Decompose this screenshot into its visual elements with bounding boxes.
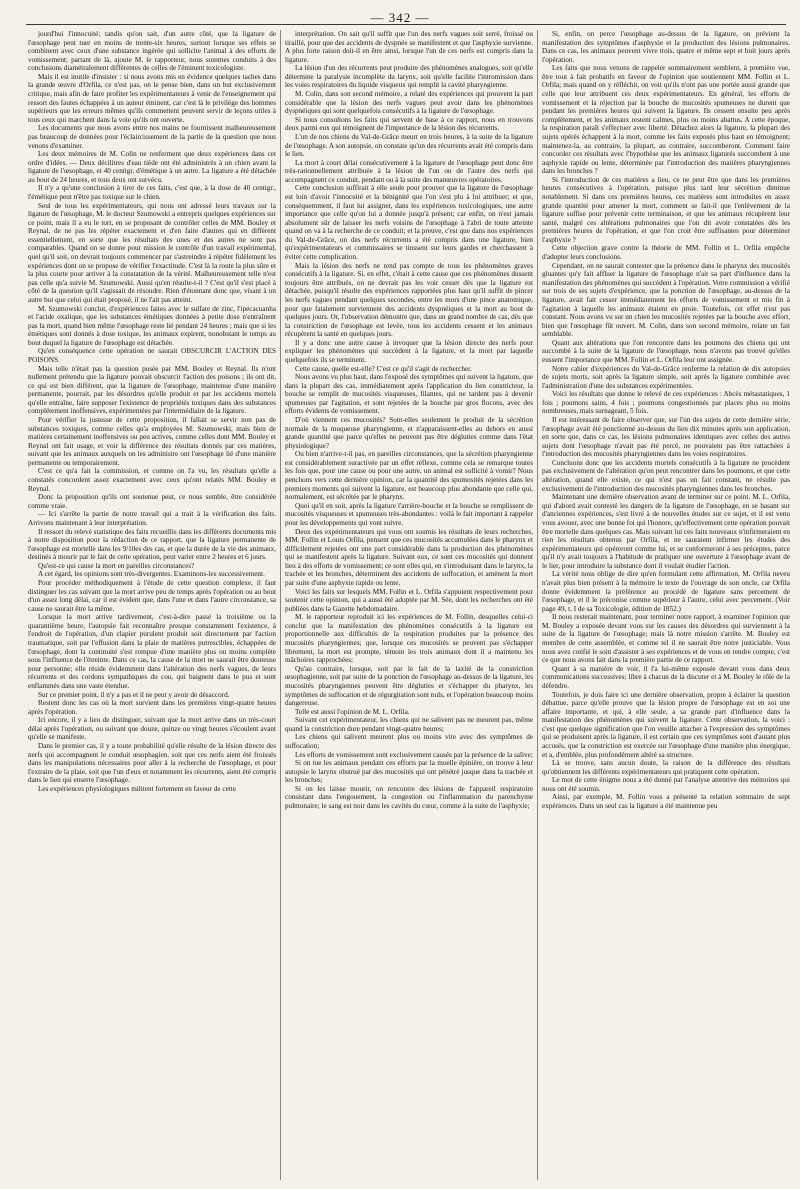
paragraph: Qu'au contraire, lorsque, soit par le fait de la laxité de la constriction œsophagienne, soit par suite de la ponction de l'œsophage au-dessus de la ligature, les mucosités pharyngiennes peuvent être dégluties et s'échapper du pharynx, les symptômes de suffocation et de régurgitation sont nuls, et l'opération beaucoup moins dangereuse. bbox=[285, 664, 533, 708]
page-number: — 342 — bbox=[370, 10, 430, 25]
paragraph: jourd'hui l'innocuité; tandis qu'on sait, d'un autre côté, que la ligature de l'œsophage peut tuer en moins de trente-six heures, surtout lorsque ses effets se combinent avec ceux d'une substance ingérée qui sollicite l'animal à des efforts de vomissement; partant de là, ajoute M. le rapporteur, nous sommes conduits à des conclusions diamétralement différentes de celles de l'éminent toxicologiste. bbox=[28, 30, 276, 73]
paragraph: Mais la lésion des nerfs ne rend pas compte de tous les phénomènes graves consécutifs à la ligature. Si, en effet, c'était à cette cause que ces phénomènes dussent toujours être attribués, on ne devrait pas les voir cesser dès que la ligature est détachée, puisqu'il résulte des expériences rapportées plus haut qu'il suffit de pincer les nerfs vagues pendant quelques secondes, entre les mors d'une pince anatomique, pour que fatalement surviennent des accidents dyspnéiques et la mort au bout de quelques jours. Or, l'observation démontre que, dans un grand nombre de cas, dès que la constriction de l'œsophage est levée, tous les accidents cessent et les animaux récupèrent la santé en quelques jours. bbox=[285, 261, 533, 339]
paragraph: Mais telle n'était pas la question posée par MM. Bouley et Reynal. Ils n'ont nullement prétendu que la ligature pouvait obscurcir l'action des poisons ; ils ont dit, ce qui est bien différent, que la ligature de l'œsophage, maintenue d'une manière permanente, pourrait, par les désordres qu'elle produit et par les accidents mortels qu'elle entraîne, faire supposer l'existence de propriétés toxiques dans des substances complétement inoffensives, expérimentées par l'intermédiaire de la ligature. bbox=[28, 364, 276, 416]
paragraph: L'un de nos chiens du Val-de-Grâce meurt en trois heures, à la suite de la ligature de l'œsophage. A son autopsie, on constate qu'un des récurrents avait été compris dans le lien. bbox=[285, 132, 533, 159]
text-column-2 bbox=[285, 30, 533, 1178]
paragraph: Suivant cet expérimentateur, les chiens qui ne salivent pas ne meurent pas, même quand la constriction dure pendant vingt-quatre heures; bbox=[285, 716, 533, 733]
paragraph: Voici les résultats que donne le relevé de ces expériences : Abcès métastatiques, 1 fois ; poumons sains, 4 fois ; poumons congestionnés par places plus ou moins nombreuses, mais surnageant, 5 fois. bbox=[542, 390, 790, 416]
paragraph: Là se trouve, sans aucun doute, la raison de la différence des résultats qu'obtiennent les différents expérimentateurs qui pratiquent cette opération. bbox=[542, 759, 790, 776]
column-divider bbox=[280, 30, 281, 1180]
paragraph: La mort à court délai consécutivement à la ligature de l'œsophage peut donc être très-rationnellement attribuée à la lésion de l'un ou de l'autre des nerfs qui accompagnent ce conduit, pendant ou à la suite des manœuvres opératoires. bbox=[285, 158, 533, 184]
paragraph: Cette conclusion suffirait à elle seule pour prouver que la ligature de l'œsophage est loin d'avoir l'innocuité et la bénignité que l'on s'est plu à lui attribuer; et que, conséquemment, il faut lui assigner, dans les expériences toxicologiques, une autre importance que celle qu'on lui a donnée jusqu'à présent; car enfin, on n'est jamais absolument sûr de laisser les nerfs voisins de l'œsophage à l'abri de toute atteinte quand on va à la recherche de ce conduit; et la preuve, c'est que dans nos expériences du Val-de-Grâce, un des nerfs récurrents a été compris dans une ligature, bien qu'expérimentateurs et commissaires se tinssent sur leurs gardes et cherchassent à éviter cette complication. bbox=[285, 184, 533, 262]
paragraph: Il n'y a qu'une conclusion à tirer de ces faits, c'est que, à la dose de 40 centigr., l'émétique peut n'être pas toxique sur le chien. bbox=[28, 184, 276, 201]
paragraph: — Ici s'arrête la partie de notre travail qui a trait à la vérification des faits. Arrivons maintenant à leur interprétation. bbox=[28, 510, 276, 527]
paragraph: Les deux mémoires de M. Colin ne renferment que deux expériences dans cet ordre d'idées. — Deux décilitres d'eau tiède ont été administrés à un chien avant la ligature de l'œsophage, et 40 centigr. d'émétique à un autre. La ligature a été détachée au bout de 24 heures, et tous deux ont survécu. bbox=[28, 150, 276, 184]
text-column-3 bbox=[542, 30, 790, 1178]
paragraph: Lorsque la mort arrive tardivement, c'est-à-dire passé la troisième ou la quarantième heure, l'autopsie fait reconnaître presque constamment l'existence, à l'endroit de l'opération, d'un clapier purulent produit soit directement par l'action traumatique, soit par l'effusion dans la plaie de matières putrescibles, échappées de l'œsophage, dont la continuité s'est rompue d'une manière plus ou moins complète sous l'influence de l'étreinte. Dans ce cas, la cause de la mort ne saurait être douteuse pour personne; elle réside évidemment dans l'altération des nerfs vagues, de leurs récurrents et des cordons sympathiques du cou, qui baignent dans le pus et sont enflammés dans une vaste étendue. bbox=[28, 613, 276, 690]
paragraph: Ainsi, par exemple, M. Follin vous a présenté la relation sommaire de sept expériences. Dans un seul cas la ligature a été maintenue peu bbox=[542, 793, 790, 811]
paragraph: Toutefois, je dois faire ici une dernière observation, propre à éclairer la question débattue, parce qu'elle prouve que la lésion propre de l'œsophage est en soi une affaire importante, et qui, à elle seule, a sa grande part d'influence dans la manifestation des phénomènes qui suivent la ligature. Cette observation, la voici : c'est que quelque signification que l'on veuille attacher à l'expression des symptômes qui se produisent après la ligature, il est certain que ces symptômes sont d'autant plus accusés, que la constriction est exercée sur l'œsophage d'une manière plus énergique, et a, d'emblée, plus profondément altéré sa structure. bbox=[542, 690, 790, 759]
paragraph: Donc la proposition qu'ils ont soutenue peut, ce nous semble, être considérée comme vraie. bbox=[28, 493, 276, 510]
paragraph: Notre cahier d'expériences du Val-de-Grâce renferme la relation de dix autopsies de sujets morts, soit après la ligature simple, soit après la ligature combinée avec l'administration d'une des substances expérimentées. bbox=[542, 364, 790, 390]
paragraph: interprétation. On sait qu'il suffit que l'un des nerfs vagues soit serré, froissé ou tiraillé, pour que des accidents de dyspnée se manifestent et que l'asphyxie survienne. A plus forte raison doit-il en être ainsi, lorsque l'un de ces nerfs est compris dans la ligature. bbox=[285, 30, 533, 64]
paragraph: Si on les laisse mourir, on rencontre des lésions de l'appareil respiratoire consistant dans l'engouement, la congestion ou l'inflammation du parenchyme pulmonaire; le sang est noir dans les cavités du cœur, comme à la suite de l'asphyxie; bbox=[285, 784, 533, 811]
paragraph: Si, enfin, on perce l'œsophage au-dessus de la ligature, on prévient la manifestation des symptômes d'asphyxie et la production des lésions pulmonaires. Dans ce cas, les animaux peuvent vivre trois, quatre et même sept et huit jours après l'opération. bbox=[542, 30, 790, 64]
paragraph: Cette objection grave contre la théorie de MM. Follin et L. Orfila empêche d'adopter leurs conclusions. bbox=[542, 244, 790, 262]
text-column-1 bbox=[28, 30, 276, 1178]
paragraph: Deux des expérimentateurs qui vous ont soumis les résultats de leurs recherches, MM. Follin et Louis Orfila, pensent que ces mucosités accumulées dans le pharynx et difficilement rejetées ont une part considérable dans la production des phénomènes qui se manifestent après la ligature. Suivant eux, ce sont ces mucosités qui donnent lieu à des efforts de vomissement; ce sont elles qui, en s'introduisant dans le larynx, la trachée et les bronches, déterminent des accidents de suffocation, et amènent la mort par suite d'une asphyxie rapide ou lente. bbox=[285, 527, 533, 587]
paragraph: Si l'introduction de ces matières a lieu, ce ne peut être que dans les premières heures consécutives à l'opération, puisque plus tard leur sécrétion diminue notablement. Si dans ces premières heures, ces matières sont introduites en assez grande quantité pour amener la mort, comment se fait-il que l'enlèvement de la ligature suffise pour prévenir cette terminaison, et que les animaux récupèrent leur santé, malgré ces altérations pulmonaires que l'on dit avoir constatées dès les premières heures de l'opération, et que l'on croit être suffisantes pour déterminer l'asphyxie ? bbox=[542, 175, 790, 244]
paragraph: Mais il est inutile d'insister : si nous avons mis en évidence quelques taches dans la grande œuvre d'Orfila, ce n'est pas, on le pense bien, dans un but exclusivement critique, mais afin de faire profiter les expérimentateurs à venir de l'enseignement qui ressort des fautes échappées à un auteur éminent, car c'est là le privilége des hommes supérieurs que les erreurs mêmes qu'ils commettent peuvent servir de leçons utiles à tous ceux qui marchent dans la voie qu'ils ont ouverte. bbox=[28, 72, 276, 124]
paragraph: Sur ce premier point, il n'y a pas et il ne peut y avoir de désaccord. bbox=[38, 690, 230, 699]
paragraph: Qu'en conséquence cette opération ne saurait OBSCURCIR L'ACTION DES POISONS. bbox=[28, 347, 276, 364]
paragraph: Quant aux altérations que l'on rencontre dans les poumons des chiens qui ont succombé à la suite de la ligature de l'œsophage, nous n'avons pas trouvé qu'elles eussent l'importance que MM. Follin et L. Orfila leur ont assignée. bbox=[542, 338, 790, 364]
paragraph: Ou bien n'arrive-t-il pas, en pareilles circonstances, que la sécrétion pharyngienne est considérablement suractivée par un effet réflexe, comme cela se remarque toutes les fois que, pour une cause ou pour une autre, un animal est sollicité à vomir? Nous penchons vers cette dernière opinion, car la quantité des spumosités rejetées dans les premiers moments qui suivent la ligature, est beaucoup plus abondante que celle qui, normalement, est sécrétée par le pharynx. bbox=[285, 450, 533, 502]
paragraph: M. Szumowski conclut, d'expériences faites avec le sulfate de zinc, l'ipécacuanha et l'acide oxalique, que les substances émétiques données à petite dose n'entraînent pas la mort, quand bien même l'œsophage reste lié pendant 24 heures ; mais que si les émétiques sont donnés à dose toxique, les animaux expirent, nonobstant le temps au bout duquel la ligature de l'œsophage est détachée. bbox=[28, 304, 276, 347]
paragraph: D'où viennent ces mucosités? Sont-elles seulement le produit de la sécrétion normale de la muqueuse pharyngienne, et n'apparaissent-elles au dehors en aussi grande quantité que parce qu'elles ne peuvent pas être dégluties comme dans l'état physiologique? bbox=[285, 416, 533, 450]
paragraph: Voici les faits sur lesquels MM. Follin et L. Orfila s'appuient respectivement pour soutenir cette opinion, qui a aussi été adoptée par M. Sée, dont les recherches ont été publiées dans la Gazette hebdomadaire. bbox=[285, 587, 533, 613]
paragraph: M. le rapporteur reproduit ici les expériences de M. Follin, desquelles celui-ci conclut que la manifestation des phénomènes consécutifs à la ligature est proportionnelle aux difficultés de la respiration produites par la présence des mucosités pharyngiennes; que, lorsque ces mucosités se peuvent pas s'échapper librement, la mort est prompte, témoin les trois animaux dont il a maintenu les mâchoires rapprochées; bbox=[285, 613, 533, 665]
header-rule bbox=[26, 24, 786, 25]
paragraph: Quant à sa manière de voir, il l'a lui-même exposée devant vous dans deux communications successives; libre à chacun de la discuter et à M. Bouley le rôle de la défendre. bbox=[542, 664, 790, 690]
paragraph: Nous avons vu plus haut, dans l'exposé des symptômes qui suivent la ligature, que dans la plupart des cas, immédiatement après l'application du lien constricteur, la bouche se remplit de mucosités visqueuses, filantes, qui ne tardent pas à devenir spumeuses par l'agitation, et sont rejetées de la bouche par gros flocons, avec des efforts évidents de vomissement. bbox=[285, 373, 533, 416]
column-divider bbox=[537, 30, 538, 1180]
paragraph: M. Colin, dans son second mémoire, a relaté des expériences qui prouvent la part considérable que la lésion des nerfs vagues peut avoir dans les phénomènes dyspnéiques qui sont quelquefois consécutifs à la ligature de l'œsophage. bbox=[285, 90, 533, 116]
paragraph: La vérité nous oblige de dire qu'en formulant cette affirmation, M. Orfila neveu n'avait plus bien présent à la mémoire le texte de l'ouvrage de son oncle, car Orfila donne évidemment la préférence au procédé de ligature sans percement de l'œsophage, et il le préconise comme supérieur à l'autre, celui avec percement. (Voir page 49, t. I de sa Toxicologie, édition de 1852.) bbox=[542, 570, 790, 613]
paragraph: C'est ce qu'a fait la commission, et comme on l'a vu, les résultats qu'elle a constatés concordent assez exactement avec ceux qu'ont relatés MM. Bouley et Reynal. bbox=[28, 467, 276, 493]
paragraph: Dans le premier cas, il y a toute probabilité qu'elle résulte de la lésion directe des nerfs qui accompagnent le conduit œsophagien, soit que ces nerfs aient été froissés dans les manipulations nécessaires pour aller à la recherche de l'œsophage, et pour l'extraire de la plaie, soit que l'un d'eux et notamment les récurrents, aient été compris dans le lien qui enserre l'œsophage. bbox=[28, 741, 276, 785]
paragraph: Les documents que nous avons entre nos mains ne fournissent malheureusement pas beaucoup de données pour l'éclaircissement de la partie de la question que nous venons d'examiner. bbox=[28, 124, 276, 150]
paragraph: Maintenant une dernière observation avant de terminer sur ce point. M. L. Orfila, qui d'abord avait contesté les dangers de la ligature de l'œsophage, en se basant sur d'anciennes expériences, s'est livré à de nouvelles études sur ce sujet, et il est venu vous avouer, avec une bonne foi qui l'honore, qu'effectivement cette opération pouvait être mortelle dans quelques cas. Mais suivant lui ces faits nouveaux n'infirmeraient en rien les résultats obtenus par Orfila, et ne sauraient infirmer les études des expérimentateurs qui opéreront comme lui, et se conformeront à ses préceptes, parce qu'il n'y avait toujours à l'habitude de pratiquer une ouverture à l'œsophage avant de le lier, pour introduire la substance dont il voulait étudier l'action. bbox=[542, 493, 790, 570]
paragraph: Les efforts de vomissement sont exclusivement causés par la présence de la salive; bbox=[295, 750, 533, 759]
paragraph: A cet égard, les opinions sont très-divergentes. Examinons-les successivement. bbox=[38, 570, 265, 579]
paragraph: Il y a donc une autre cause à invoquer que la lésion directe des nerfs pour expliquer les phénomènes qui succèdent à la ligature, et la mort par laquelle quelquefois ils se terminent. bbox=[285, 338, 533, 364]
paragraph: Restent donc les cas où la mort survient dans les premières vingt-quatre heures après l'opération. bbox=[28, 699, 276, 716]
paragraph: Il nous resterait maintenant, pour terminer notre rapport, à examiner l'opinion que M. Bouley a exposée devant vous sur les causes des désordres qui surviennent à la suite de la ligature de l'œsophage; mais là notre mission s'arrête. M. Bouley est membre de cette assemblée, et comme tel il ne saurait être notre justiciable. Vous nous avez confié le soin d'assister à ses expériences et de vous en rendre compte, c'est ce que nous avons fait dans la première partie de ce rapport. bbox=[542, 613, 790, 665]
paragraph: Quoi qu'il en soit, après la ligature l'arrière-bouche et la bouche se remplissent de mucosités visqueuses et spumeuses très-abondantes : voilà le fait important à rappeler pour les développements qui vont suivre. bbox=[285, 501, 533, 527]
paragraph: Il est intéressant de faire observer que, sur l'un des sujets de cette dernière série, l'œsophage avait été ponctionné au-dessus du lien dix minutes après son application, en sorte que, dans ce cas, les lésions pulmonaires identiques avec celles des autres sujets dont l'œsophage n'avait pas été percé, ne pouvaient pas être rattachées à l'introduction des mucosités pharyngiennes dans les voies respiratoires. bbox=[542, 416, 790, 459]
paragraph: Les expériences physiologiques militent fortement en faveur de cette bbox=[38, 784, 236, 793]
paragraph: Les chiens qui salivent meurent plus ou moins vite avec des symptômes de suffocation; bbox=[285, 733, 533, 750]
paragraph: Ici encore, il y a lieu de distinguer, suivant que la mort arrive dans un très-court délai après l'opération, ou suivant que douze, quinze ou vingt heures s'écoulent avant qu'elle se manifeste. bbox=[28, 716, 276, 742]
paragraph: Telle est aussi l'opinion de M. L. Orfila. bbox=[295, 707, 410, 716]
paragraph: Le mot de cette énigme nous a été donné par l'analyse attentive des mémoires qui nous ont été soumis. bbox=[542, 776, 790, 793]
paragraph: Qu'est-ce qui cause la mort en pareilles circonstances? bbox=[38, 561, 195, 570]
paragraph: Les faits que nous venons de rappeler sommairement semblent, à première vue, être tout à fait probatifs en faveur de l'opinion que soutiennent MM. Follin et L. Orfila; mais quand on y réfléchit, on voit qu'ils n'ont pas une portée aussi grande que celle que leur attribuent ces deux expérimentateurs. En général, les efforts de vomissement et la réjection par la bouche de mucosités spumeuses ne durent que pendant les premières heures qui suivent la ligature. Ils cessent ensuite peu après complètement, et les animaux restent calmes, plus ou moins abattus. A cette époque, la respiration paraît s'effectuer avec liberté. Détachez alors la ligature, la plupart des sujets opérés échappent à la mort, comme les faits exposés plus haut en témoignent; maintenez-la, au contraire, la plupart, au contraire, succomberont. Comment faire concorder ces résultats avec l'hypothèse que les animaux ligaturés succombent à une asphyxie rapide ou lente, déterminée par l'introduction des matières pharyngiennes dans les bronches ? bbox=[542, 64, 790, 176]
paragraph: La lésion d'un des récurrents peut produire des phénomènes analogues, soit qu'elle détermine la paralysie incomplète du larynx, soit qu'elle facilite l'intromission dans les voies respiratoires du liquide visqueux qui remplit la cavité pharyngienne. bbox=[285, 64, 533, 90]
paragraph: Pour procéder méthodiquement à l'étude de cette question complexe, il faut distinguer les cas suivant que la mort arrive peu de temps après l'opération ou au bout d'un assez long délai, car il est évident que, dans l'une et dans l'autre circonstance, sa cause ne saurait être la même. bbox=[28, 579, 276, 613]
paragraph: Cependant, on ne saurait contester que la présence dans le pharynx des mucosités gluantes qu'y fait affluer la ligature de l'œsophage n'ait sa part d'influence dans la manifestation des phénomènes qui succèdent à l'opération. Votre commission a vérifié sur trois de ses sujets d'expérience, que la ponction de l'œsophage, au-dessus de la ligature, avait fait cesser immédiatement les efforts de vomissement et mis fin à l'agitation à laquelle les animaux étaient en proie. Toutefois, cet effet n'est pas constant. Nous avons vu sur un chien les mucosités rejetées par la bouche avec effort, bien que l'œsophage fût ouvert. M. Colin, dans son second mémoire, relate un fait semblable. bbox=[542, 261, 790, 339]
paragraph: Pour vérifier la justesse de cette proposition, il fallait se servir non pas de substances toxiques, comme celles qu'a employées M. Szumowski, mais bien de matières certainement inoffensives ou peu actives, comme celles dont MM. Bouley et Reynal ont fait usage, et voir la différence des résultats donnés par ces matières, suivant que les animaux auxquels on les administre ont l'œsophage lié d'une manière permanente ou temporairement. bbox=[28, 416, 276, 467]
paragraph: Cette cause, quelle est-elle? C'est ce qu'il s'agit de rechercher. bbox=[295, 364, 472, 373]
paragraph: Il ressort du relevé statistique des faits recueillis dans les différents documents mis à notre disposition pour la rédaction de ce rapport, que la ligature permanente de l'œsophage est mortelle dans les 9/10es des cas, et que la durée de la vie des animaux, destinés à mourir par le fait de cette opération, peut varier entre 2 heures et 6 jours. bbox=[28, 527, 276, 562]
paragraph: Seul de tous les expérimentateurs, qui nous ont adressé leurs travaux sur la ligature de l'œsophage, M. le docteur Szumowski a entrepris quelques expériences sur ce point, mais il a eu le tort, en se proposant de contrôler celles de MM. Bouley et Reynal, de ne pas les répéter exactement et d'en faire d'autres qui en diffèrent essentiellement, en sorte que les résultats des unes et des autres ne sont pas comparables. Quand on se donne pour mission le contrôle d'un travail expérimental, quel qu'il soit, on devrait toujours commencer par s'astreindre à répéter fidèlement les expériences dont on se propose de vérifier l'exactitude. C'est là la route la plus sûre et la plus courte pour arriver à la constatation de la vérité. Malheureusement telle n'est pas celle qu'a suivie M. Szumowski. Aussi qu'en résulte-t-il ? C'est qu'il s'est placé à côté de la question qu'il s'agissait de résoudre. Rien d'étonnant donc que, visant à un autre but que celui qui était proposé, il ne l'ait pas atteint. bbox=[28, 201, 276, 304]
paragraph: Concluons donc que les accidents mortels consécutifs à la ligature ne procèdent pas exclusivement de l'altération qu'on peut rencontrer dans les poumons, et que cette altération, quand elle existe, ce qui n'est pas un fait constant, ne résulte pas exclusivement de l'introduction des mucosités pharyngiennes dans les bronches. bbox=[542, 458, 790, 493]
paragraph: Si nous consultons les faits qui servent de base à ce rapport, nous en trouvons deux parmi eux qui témoignent de l'importance de la lésion des récurrents. bbox=[285, 115, 533, 133]
paragraph: Si on tue les animaux pendant ces efforts par la moelle épinière, on trouve à leur autopsie le larynx obstrué par des mucosités qui ont pénétré jusque dans la trachée et les bronches; bbox=[285, 759, 533, 785]
